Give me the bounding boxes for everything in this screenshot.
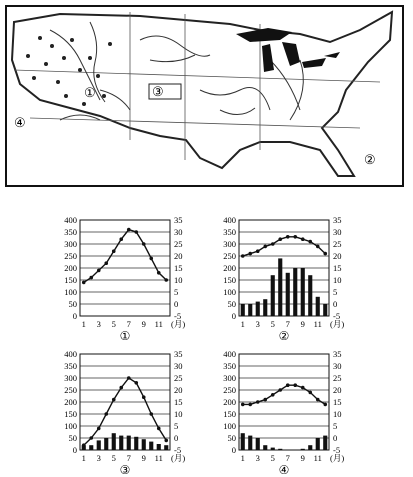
x-tick-label: 9 xyxy=(300,453,305,463)
right-tick-label: 15 xyxy=(174,397,183,407)
temperature-point xyxy=(278,237,282,241)
right-tick-label: 15 xyxy=(333,263,342,273)
x-tick-label: 5 xyxy=(111,319,116,329)
left-tick-label: 200 xyxy=(223,263,236,273)
us-map xyxy=(0,0,413,190)
left-tick-label: 0 xyxy=(231,311,236,321)
x-tick-label: 3 xyxy=(96,453,101,463)
temperature-point xyxy=(157,271,161,275)
precipitation-bar xyxy=(241,433,245,450)
temperature-point xyxy=(149,257,153,261)
precipitation-bar xyxy=(149,442,153,450)
left-tick-label: 400 xyxy=(223,215,236,225)
x-tick-label: 11 xyxy=(154,453,163,463)
right-tick-label: 15 xyxy=(174,263,183,273)
left-tick-label: 400 xyxy=(64,349,77,359)
right-tick-label: 25 xyxy=(174,373,183,383)
temperature-point xyxy=(286,235,290,239)
left-tick-label: 350 xyxy=(64,361,77,371)
temperature-point xyxy=(293,235,297,239)
left-tick-label: 400 xyxy=(223,349,236,359)
precipitation-bar xyxy=(256,438,260,450)
right-tick-label: 0 xyxy=(174,433,179,443)
precipitation-bar xyxy=(142,439,146,450)
left-tick-label: 0 xyxy=(231,445,236,455)
temperature-point xyxy=(142,395,146,399)
chart-caption: ④ xyxy=(278,463,290,474)
temperature-point xyxy=(241,403,245,407)
precipitation-bar xyxy=(316,297,320,316)
chart-caption: ② xyxy=(278,329,290,340)
precipitation-bar xyxy=(308,275,312,316)
temperature-point xyxy=(164,278,168,282)
x-tick-label: 3 xyxy=(96,319,101,329)
right-tick-label: 35 xyxy=(333,215,342,225)
left-tick-label: 150 xyxy=(223,409,236,419)
temperature-point xyxy=(89,276,93,280)
right-tick-label: -5 xyxy=(333,311,341,321)
precipitation-bar xyxy=(308,445,312,450)
left-tick-label: 200 xyxy=(64,263,77,273)
precipitation-bar xyxy=(248,304,252,316)
precipitation-bar xyxy=(263,445,267,450)
temperature-point xyxy=(104,412,108,416)
right-tick-label: 5 xyxy=(333,421,338,431)
temperature-point xyxy=(286,383,290,387)
right-tick-label: 0 xyxy=(333,433,338,443)
temperature-point xyxy=(82,443,86,447)
left-tick-label: 300 xyxy=(64,239,77,249)
right-tick-label: 5 xyxy=(333,287,338,297)
x-tick-label: 1 xyxy=(81,453,86,463)
temperature-point xyxy=(134,381,138,385)
left-tick-label: 350 xyxy=(223,227,236,237)
temperature-point xyxy=(263,398,267,402)
left-tick-label: 250 xyxy=(223,385,236,395)
precipitation-bar xyxy=(164,445,168,450)
right-tick-label: 5 xyxy=(174,421,179,431)
temperature-point xyxy=(271,393,275,397)
precipitation-bar xyxy=(119,436,123,450)
x-unit-label: (月) xyxy=(330,453,345,463)
x-unit-label: (月) xyxy=(171,453,186,463)
left-tick-label: 50 xyxy=(227,433,236,443)
right-tick-label: 0 xyxy=(333,299,338,309)
left-tick-label: 100 xyxy=(223,287,236,297)
temperature-point xyxy=(271,242,275,246)
temperature-point xyxy=(301,237,305,241)
precipitation-bar xyxy=(316,438,320,450)
climate-chart-4 xyxy=(207,346,357,474)
precipitation-bar xyxy=(278,449,282,450)
left-tick-label: 300 xyxy=(223,373,236,383)
left-tick-label: 100 xyxy=(223,421,236,431)
right-tick-label: 30 xyxy=(333,227,342,237)
precipitation-bar xyxy=(157,444,161,450)
x-tick-label: 3 xyxy=(255,453,260,463)
left-tick-label: 50 xyxy=(68,433,77,443)
temperature-point xyxy=(97,427,101,431)
temperature-point xyxy=(127,228,131,232)
temperature-point xyxy=(323,403,327,407)
temperature-point xyxy=(89,436,93,440)
temperature-point xyxy=(308,391,312,395)
precipitation-bar xyxy=(112,433,116,450)
temperature-line xyxy=(243,385,326,404)
right-tick-label: 10 xyxy=(333,275,342,285)
right-tick-label: 35 xyxy=(333,349,342,359)
precipitation-bar xyxy=(301,268,305,316)
left-tick-label: 200 xyxy=(64,397,77,407)
map-marker-3: ③ xyxy=(152,84,164,99)
precipitation-bar xyxy=(301,449,305,450)
left-tick-label: 100 xyxy=(64,421,77,431)
temperature-line xyxy=(243,237,326,256)
right-tick-label: 25 xyxy=(333,239,342,249)
right-tick-label: 20 xyxy=(333,251,342,261)
precipitation-bar xyxy=(97,440,101,450)
precipitation-bar xyxy=(104,438,108,450)
map-marker-2: ② xyxy=(364,152,376,167)
temperature-point xyxy=(127,376,131,380)
temperature-point xyxy=(316,398,320,402)
temperature-point xyxy=(119,237,123,241)
right-tick-label: 20 xyxy=(333,385,342,395)
left-tick-label: 150 xyxy=(64,409,77,419)
right-tick-label: 30 xyxy=(174,227,183,237)
x-tick-label: 5 xyxy=(111,453,116,463)
left-tick-label: 400 xyxy=(64,215,77,225)
right-tick-label: 25 xyxy=(333,373,342,383)
precipitation-bar xyxy=(127,436,131,450)
temperature-point xyxy=(104,261,108,265)
right-tick-label: 10 xyxy=(174,275,183,285)
temperature-point xyxy=(97,269,101,273)
left-tick-label: 0 xyxy=(72,311,77,321)
temperature-point xyxy=(164,439,168,443)
temperature-point xyxy=(323,252,327,256)
precipitation-bar xyxy=(278,258,282,316)
left-tick-label: 350 xyxy=(223,361,236,371)
right-tick-label: 10 xyxy=(333,409,342,419)
precipitation-bar xyxy=(293,268,297,316)
x-tick-label: 11 xyxy=(313,319,322,329)
chart-caption: ③ xyxy=(119,463,131,474)
temperature-point xyxy=(301,386,305,390)
left-tick-label: 300 xyxy=(64,373,77,383)
right-tick-label: 35 xyxy=(174,349,183,359)
precipitation-bar xyxy=(89,445,93,450)
temperature-point xyxy=(263,245,267,249)
temperature-point xyxy=(241,254,245,258)
climate-chart-2 xyxy=(207,212,357,340)
precipitation-bar xyxy=(241,304,245,316)
temperature-point xyxy=(112,398,116,402)
left-tick-label: 150 xyxy=(64,275,77,285)
temperature-point xyxy=(308,240,312,244)
x-tick-label: 7 xyxy=(126,453,131,463)
left-tick-label: 50 xyxy=(227,299,236,309)
temperature-line xyxy=(84,378,167,445)
precipitation-bar xyxy=(271,275,275,316)
precipitation-bar xyxy=(248,436,252,450)
temperature-point xyxy=(142,242,146,246)
right-tick-label: 20 xyxy=(174,385,183,395)
right-tick-label: 15 xyxy=(333,397,342,407)
left-tick-label: 50 xyxy=(68,299,77,309)
chart-caption: ① xyxy=(119,329,131,340)
precipitation-bar xyxy=(323,304,327,316)
right-tick-label: 0 xyxy=(174,299,179,309)
precipitation-bar xyxy=(271,448,275,450)
left-tick-label: 250 xyxy=(223,251,236,261)
precipitation-bar xyxy=(286,273,290,316)
x-tick-label: 11 xyxy=(313,453,322,463)
climate-chart-3 xyxy=(48,346,196,474)
right-tick-label: 20 xyxy=(174,251,183,261)
left-tick-label: 250 xyxy=(64,251,77,261)
temperature-point xyxy=(256,249,260,253)
temperature-point xyxy=(256,400,260,404)
temperature-point xyxy=(248,252,252,256)
right-tick-label: 35 xyxy=(174,215,183,225)
left-tick-label: 0 xyxy=(72,445,77,455)
x-tick-label: 1 xyxy=(240,453,245,463)
x-tick-label: 9 xyxy=(141,319,146,329)
x-tick-label: 3 xyxy=(255,319,260,329)
right-tick-label: -5 xyxy=(333,445,341,455)
x-tick-label: 1 xyxy=(240,319,245,329)
temperature-point xyxy=(293,383,297,387)
x-tick-label: 7 xyxy=(285,453,290,463)
climate-chart-1 xyxy=(48,212,196,340)
left-tick-label: 250 xyxy=(64,385,77,395)
x-tick-label: 7 xyxy=(126,319,131,329)
map-marker-4: ④ xyxy=(14,115,26,130)
temperature-point xyxy=(316,245,320,249)
right-tick-label: 10 xyxy=(174,409,183,419)
right-tick-label: 30 xyxy=(333,361,342,371)
right-tick-label: 25 xyxy=(174,239,183,249)
temperature-point xyxy=(119,386,123,390)
map-marker-1: ① xyxy=(84,85,96,100)
right-tick-label: 5 xyxy=(174,287,179,297)
x-tick-label: 7 xyxy=(285,319,290,329)
x-tick-label: 5 xyxy=(270,453,275,463)
precipitation-bar xyxy=(263,299,267,316)
x-unit-label: (月) xyxy=(330,319,345,329)
left-tick-label: 100 xyxy=(64,287,77,297)
x-tick-label: 5 xyxy=(270,319,275,329)
x-tick-label: 11 xyxy=(154,319,163,329)
right-tick-label: -5 xyxy=(174,311,182,321)
left-tick-label: 350 xyxy=(64,227,77,237)
temperature-point xyxy=(112,249,116,253)
temperature-point xyxy=(248,403,252,407)
precipitation-bar xyxy=(323,436,327,450)
right-tick-label: -5 xyxy=(174,445,182,455)
right-tick-label: 30 xyxy=(174,361,183,371)
precipitation-bar xyxy=(256,302,260,316)
x-tick-label: 9 xyxy=(141,453,146,463)
x-tick-label: 9 xyxy=(300,319,305,329)
x-unit-label: (月) xyxy=(171,319,186,329)
temperature-point xyxy=(134,230,138,234)
temperature-point xyxy=(149,412,153,416)
left-tick-label: 300 xyxy=(223,239,236,249)
temperature-point xyxy=(82,281,86,285)
temperature-point xyxy=(157,427,161,431)
left-tick-label: 150 xyxy=(223,275,236,285)
x-tick-label: 1 xyxy=(81,319,86,329)
left-tick-label: 200 xyxy=(223,397,236,407)
temperature-point xyxy=(278,388,282,392)
precipitation-bar xyxy=(134,437,138,450)
